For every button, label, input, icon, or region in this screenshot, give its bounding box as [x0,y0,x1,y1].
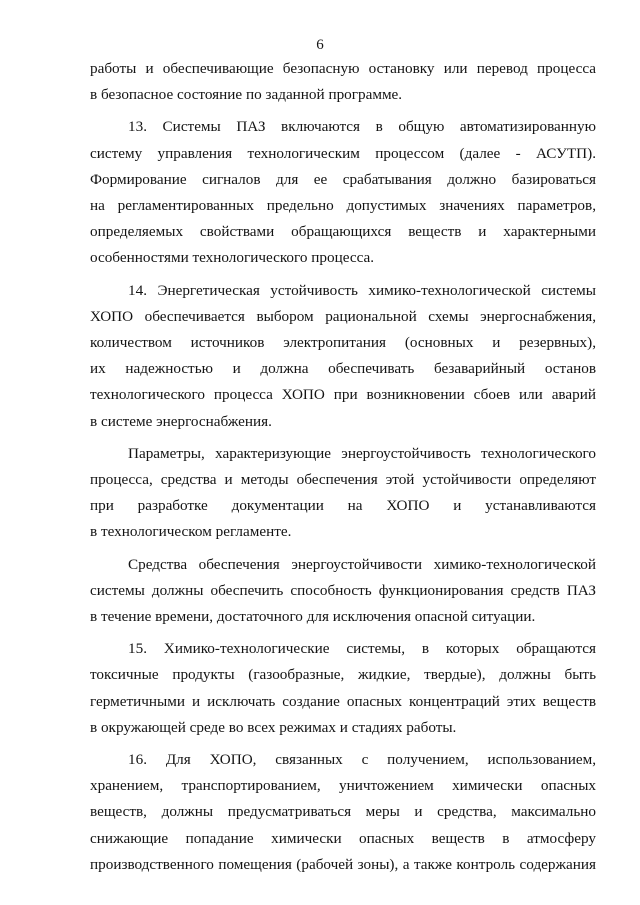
text-line: ХОПО обеспечивается выбором рациональной схемы энергоснабжения, [90,307,596,325]
paragraph-item-16 [90,747,596,878]
text-line: их надежностью и должна обеспечивать безаварийный останов [90,360,596,378]
text-line: производственного помещения (рабочей зоны), а также контроль содержания [90,855,596,873]
text-line: количеством источников электропитания (основных и резервных), [90,334,596,352]
text-line: особенностями технологического процесса. [90,249,375,267]
paragraph-parameters [90,441,596,546]
text-line: в окружающей среде во всех режимах и стадиях работы. [90,718,457,736]
text-line: Средства обеспечения энергоустойчивости химико-технологической [128,555,596,573]
text-line: в безопасное состояние по заданной программе. [90,86,403,104]
text-line: в системе энергоснабжения. [90,412,272,430]
text-line: технологического процесса ХОПО при возникновении сбоев или аварий [90,386,596,404]
text-line: токсичные продукты (газообразные, жидкие, твердые), должны быть [90,666,596,684]
text-line: процесса, средства и методы обеспечения этой устойчивости определяют [90,471,596,489]
text-line: в технологическом регламенте. [90,523,292,541]
paragraph-item-14 [90,278,596,435]
paragraph-item-15 [90,636,596,741]
text-line: 15. Химико-технологические системы, в которых обращаются [128,640,596,658]
page-number: 6 [316,37,324,53]
text-line: 16. Для ХОПО, связанных с получением, использованием, [128,751,596,769]
document-body [90,56,596,884]
text-line: Формирование сигналов для ее срабатывания должно базироваться [90,170,596,188]
text-line: систему управления технологическим процессом (далее - АСУТП). [90,144,596,162]
text-line: снижающие попадание химически опасных веществ в атмосферу [90,829,596,847]
text-line: герметичными и исключать создание опасных концентраций этих веществ [90,692,596,710]
text-line: 14. Энергетическая устойчивость химико-технологической системы [128,281,596,299]
paragraph-continuation [90,56,596,108]
text-line: работы и обеспечивающие безопасную остановку или перевод процесса [90,60,596,77]
text-line: определяемых свойствами обращающихся веществ и характерными [90,223,596,241]
text-line: хранением, транспортированием, уничтожением химически опасных [90,777,596,795]
text-line: при разработке документации на ХОПО и устанавливаются [90,497,596,515]
paragraph-item-13 [90,114,596,271]
text-line: веществ, должны предусматриваться меры и средства, максимально [90,803,596,821]
text-line: на регламентированных предельно допустимых значениях параметров, [90,197,596,215]
paragraph-energy-means [90,552,596,631]
text-line: в течение времени, достаточного для исключения опасной ситуации. [90,608,536,626]
text-line: системы должны обеспечить способность функционирования средств ПАЗ [90,581,596,599]
text-line: 13. Системы ПАЗ включаются в общую автоматизированную [128,118,596,136]
text-line: Параметры, характеризующие энергоустойчивость технологического [128,444,596,462]
